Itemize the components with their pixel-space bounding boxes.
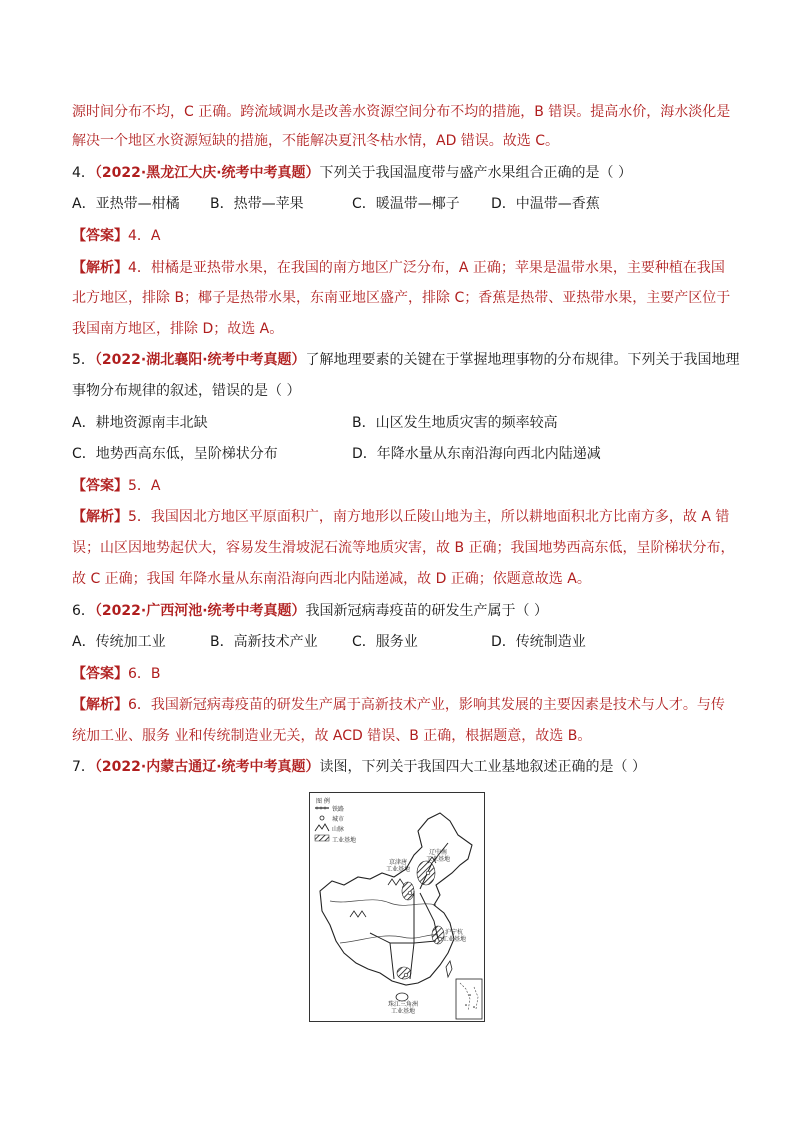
legend-railway-label: 铁路 — [332, 806, 345, 813]
mountain-symbol — [388, 879, 404, 885]
zhusanjiao-base-area — [397, 967, 411, 979]
island-dot — [473, 1006, 475, 1008]
q5-number: 5． — [72, 352, 95, 368]
q6-answer — [72, 664, 724, 684]
q5-analysis-line: 误；山区因地势起伏大，容易发生滑坡泥石流等地质灾害，故 B 正确；我国地势西高东低，呈阶梯状分布， — [72, 540, 735, 556]
analysis-text: 6．我国新冠病毒疫苗的研发生产属于高新技术产业，影响其发展的主要因素是技术与人才。与传 — [128, 697, 725, 713]
answer-tag: 【答案】 — [72, 478, 128, 494]
mountain-symbol — [350, 911, 366, 917]
city-dot — [426, 871, 430, 875]
q5-stem-line2: 事物分布规律的叙述，错误的是（ ） — [72, 383, 301, 399]
river-line — [330, 900, 436, 906]
legend-city-label: 城市 — [332, 816, 345, 823]
q5-option-c: C．地势西高东低，呈阶梯状分布 — [72, 446, 278, 462]
q5-option-d: D．年降水量从东南沿海向西北内陆递减 — [352, 446, 601, 462]
railway-line — [370, 933, 436, 943]
south-china-sea-inset — [456, 979, 482, 1019]
q6-analysis-line: 统加工业、服务 业和传统制造业无关，故 ACD 错误、B 正确，根据题意，故选 B。 — [72, 728, 592, 744]
legend-city-symbol — [320, 816, 324, 820]
q4-analysis-line: 我国南方地区，排除 D；故选 A。 — [72, 321, 284, 337]
city-dot — [404, 973, 408, 977]
q6-option-c: C．服务业 — [352, 634, 418, 650]
answer-value: 6．B — [128, 666, 161, 682]
q7-stem-text: 读图，下列关于我国四大工业基地叙述正确的是（ ） — [319, 759, 646, 775]
q4-number: 4． — [72, 165, 95, 181]
label-zhusanjiao: 珠江三角洲 工业基地 — [388, 1001, 419, 1015]
q5-analysis-line: 故 C 正确；我国 年降水量从东南沿海向西北内陆递减，故 D 正确；依题意故选 A。 — [72, 571, 591, 587]
taiwan-outline — [446, 961, 452, 977]
railway-line — [410, 891, 414, 979]
q4-stem-text: 下列关于我国温度带与盛产水果组合正确的是（ ） — [319, 165, 632, 181]
island-dot — [465, 1004, 467, 1006]
analysis-tag: 【解析】 — [72, 260, 128, 276]
legend-title: 图 例 — [316, 798, 330, 805]
q6-stem-text: 我国新冠病毒疫苗的研发生产属于（ ） — [305, 603, 548, 619]
answer-tag: 【答案】 — [72, 228, 128, 244]
china-industrial-base-map — [309, 792, 485, 1022]
q6-option-b: B．高新技术产业 — [210, 634, 318, 650]
q6-option-a: A．传统加工业 — [72, 634, 166, 650]
answer-value: 5．A — [128, 478, 161, 494]
q7-number: 7． — [72, 759, 95, 775]
q5-answer — [72, 476, 724, 496]
q4-option-d: D．中温带—香蕉 — [491, 196, 600, 212]
legend-industrial-base-symbol — [315, 835, 329, 841]
legend-mountain-symbol — [315, 824, 329, 831]
q4-analysis-line: 北方地区，排除 B；椰子是热带水果，东南亚地区盛产，排除 C；香蕉是热带、亚热带水果，主要产区位于 — [72, 290, 731, 306]
answer-value: 4．A — [128, 228, 161, 244]
q7-stem — [72, 757, 724, 777]
q4-source: （2022·黑龙江大庆·统考中考真题） — [94, 165, 320, 181]
city-dot — [408, 891, 412, 895]
q4-option-b: B．热带—苹果 — [210, 196, 304, 212]
q5-stem-text: 了解地理要素的关键在于掌握地理事物的分布规律。下列关于我国地理 — [305, 352, 740, 368]
q4-stem — [72, 163, 724, 183]
q4-answer — [72, 226, 724, 246]
analysis-text: 4．柑橘是亚热带水果，在我国的南方地区广泛分布，A 正确；苹果是温带水果，主要种植在我国 — [128, 260, 725, 276]
q3-analysis-line: 解决一个地区水资源短缺的措施，不能解决夏汛冬枯水情，AD 错误。故选 C。 — [72, 133, 560, 149]
analysis-text: 5．我国因北方地区平原面积广，南方地形以丘陵山地为主，所以耕地面积北方比南方多，故 A 错 — [128, 509, 730, 525]
q7-source: （2022·内蒙古通辽·统考中考真题） — [94, 759, 320, 775]
q6-option-d: D．传统制造业 — [491, 634, 586, 650]
jingjintang-base-area — [402, 882, 414, 900]
railway-line — [390, 943, 394, 979]
analysis-tag: 【解析】 — [72, 509, 128, 525]
q6-stem — [72, 601, 724, 621]
legend-industrial-base-label: 工业基地 — [332, 837, 357, 844]
legend-mountain-label: 山脉 — [332, 826, 345, 833]
q6-analysis-line — [72, 695, 724, 715]
island-dot — [469, 994, 471, 996]
q5-analysis-line — [72, 507, 730, 527]
answer-tag: 【答案】 — [72, 666, 128, 682]
q4-option-c: C．暖温带—椰子 — [352, 196, 460, 212]
q3-analysis-line: 源时间分布不均，C 正确。跨流域调水是改善水资源空间分布不均的措施，B 错误。提高水价，海水淡化是 — [72, 104, 731, 120]
q5-option-a: A．耕地资源南丰北缺 — [72, 415, 208, 431]
q4-analysis-line — [72, 258, 724, 278]
q4-option-a: A．亚热带—柑橘 — [72, 196, 180, 212]
label-huningheng: 沪宁杭 工业基地 — [442, 929, 467, 943]
q6-number: 6． — [72, 603, 95, 619]
analysis-tag: 【解析】 — [72, 697, 128, 713]
legend-railway-symbol — [315, 807, 329, 810]
label-jingjintang: 京津唐 工业基地 — [386, 859, 411, 873]
q5-option-b: B．山区发生地质灾害的频率较高 — [352, 415, 558, 431]
q6-source: （2022·广西河池·统考中考真题） — [94, 603, 306, 619]
hainan-outline — [396, 993, 408, 1001]
q5-source: （2022·湖北襄阳·统考中考真题） — [94, 352, 306, 368]
label-liaozhongnan: 辽中南 工业基地 — [426, 849, 451, 863]
q5-stem — [72, 350, 740, 370]
